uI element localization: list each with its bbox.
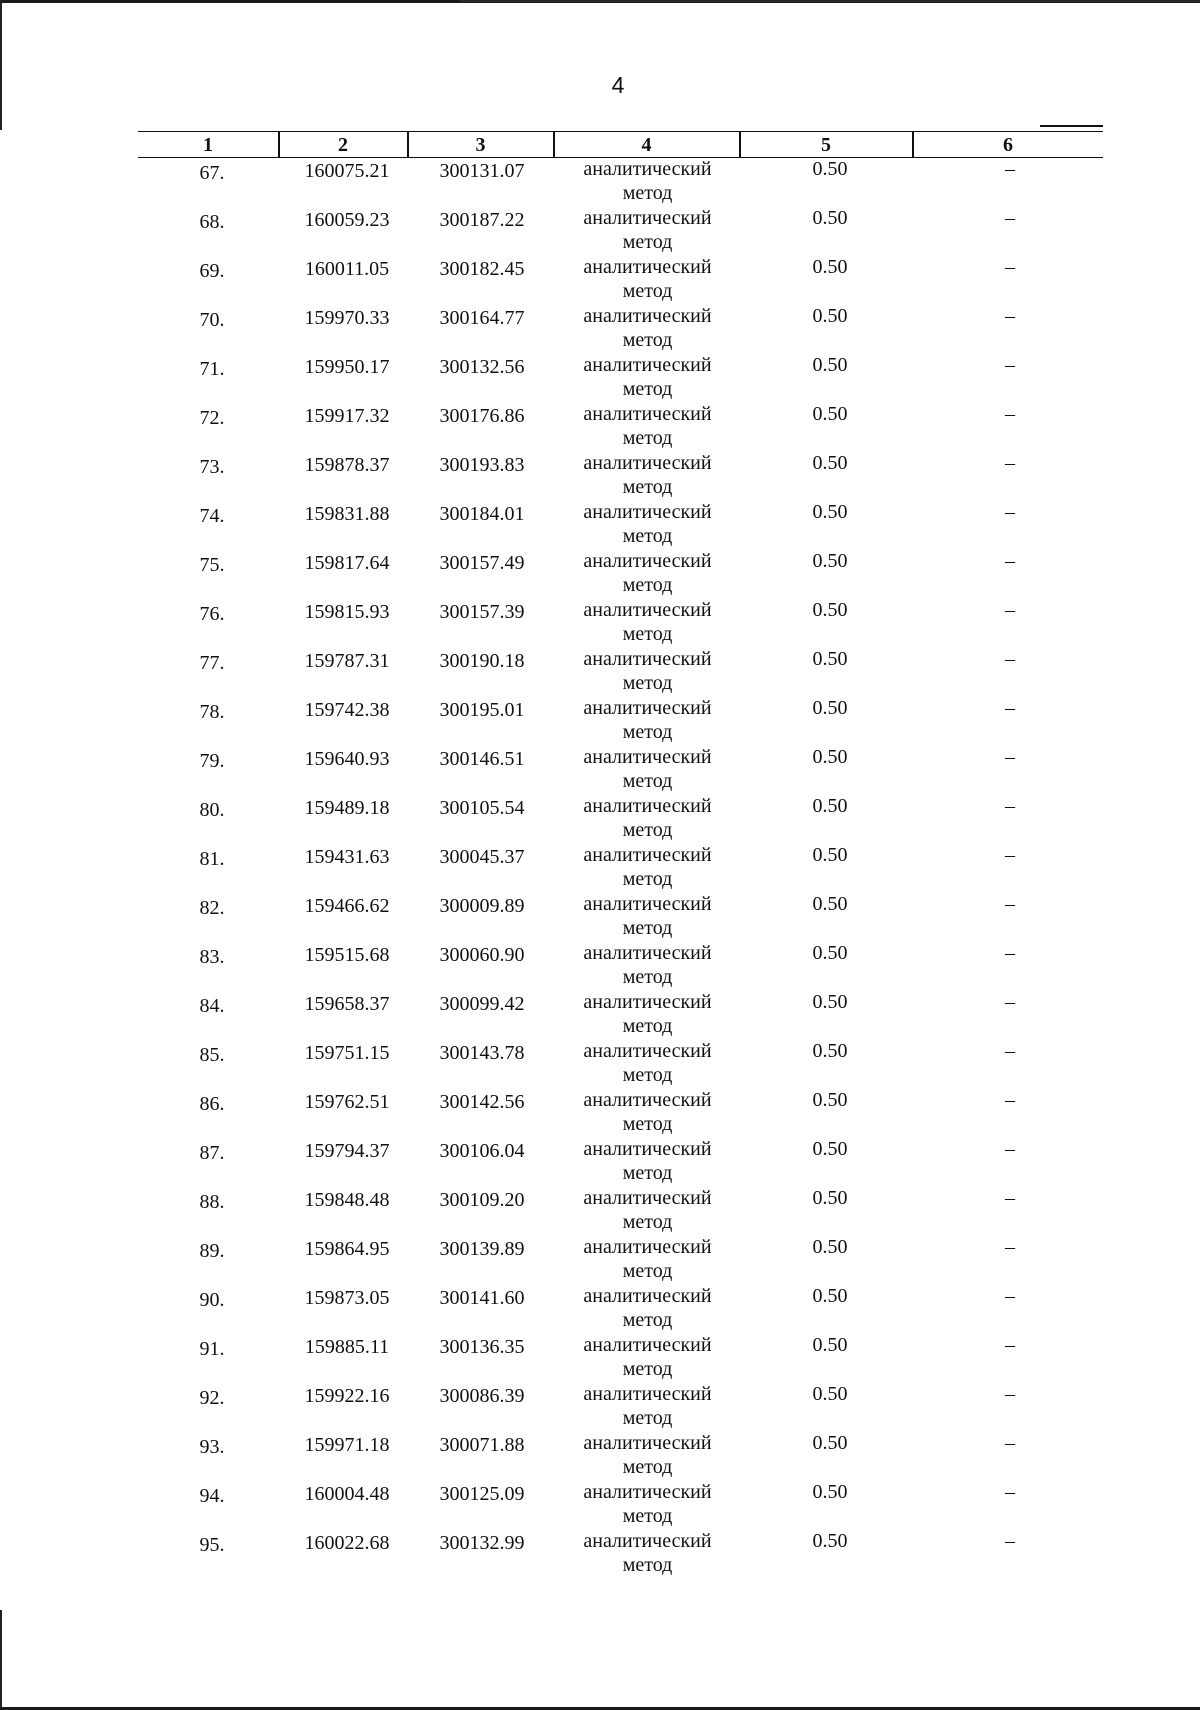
coordinate-x: 159751.15	[304, 1042, 390, 1064]
page-number: 4	[611, 72, 625, 98]
method	[560, 1529, 735, 1577]
method	[560, 255, 735, 303]
table-row	[0, 1235, 1200, 1284]
error-value: 0.50	[812, 158, 848, 180]
method-line-1: аналитический	[583, 354, 712, 376]
method-line-2: метод	[622, 378, 673, 400]
error-value: 0.50	[812, 452, 848, 474]
table-row	[0, 1284, 1200, 1333]
coordinate-y: 300195.01	[439, 699, 525, 721]
method-line-2: метод	[622, 623, 673, 645]
error-value: 0.50	[812, 1285, 848, 1307]
method-line-2: метод	[622, 280, 673, 302]
table-row	[0, 549, 1200, 598]
error-value: 0.50	[812, 550, 848, 572]
row-number: 94.	[199, 1485, 225, 1507]
note-dash: –	[1005, 1481, 1015, 1503]
row-number: 85.	[199, 1044, 225, 1066]
coordinate-x: 160075.21	[304, 160, 390, 182]
error-value: 0.50	[812, 354, 848, 376]
scan-edge-left	[0, 0, 2, 130]
method-line-2: метод	[622, 1309, 673, 1331]
coordinate-y: 300060.90	[439, 944, 525, 966]
error-value: 0.50	[812, 599, 848, 621]
table-row	[0, 304, 1200, 353]
note-dash: –	[1005, 844, 1015, 866]
coordinate-x: 159971.18	[304, 1434, 390, 1456]
error-value: 0.50	[812, 1236, 848, 1258]
row-number: 89.	[199, 1240, 225, 1262]
method	[560, 549, 735, 597]
method-line-2: метод	[622, 868, 673, 890]
table-row	[0, 206, 1200, 255]
note-dash: –	[1005, 1432, 1015, 1454]
table-row	[0, 1088, 1200, 1137]
method-line-2: метод	[622, 1015, 673, 1037]
error-value: 0.50	[812, 844, 848, 866]
coordinate-x: 159950.17	[304, 356, 390, 378]
note-dash: –	[1005, 795, 1015, 817]
scan-edge-top-right	[460, 0, 1200, 2]
header-rule-extension	[1040, 125, 1103, 127]
error-value: 0.50	[812, 305, 848, 327]
coordinate-y: 300125.09	[439, 1483, 525, 1505]
method-line-2: метод	[622, 1407, 673, 1429]
table-row	[0, 157, 1200, 206]
coordinate-y: 300106.04	[439, 1140, 525, 1162]
row-number: 87.	[199, 1142, 225, 1164]
row-number: 88.	[199, 1191, 225, 1213]
method-line-2: метод	[622, 427, 673, 449]
method-line-1: аналитический	[583, 1040, 712, 1062]
coordinate-x: 159794.37	[304, 1140, 390, 1162]
method	[560, 1284, 735, 1332]
note-dash: –	[1005, 1285, 1015, 1307]
method-line-2: метод	[622, 1064, 673, 1086]
column-header-2: 2	[338, 134, 348, 156]
method-line-2: метод	[622, 1505, 673, 1527]
coordinate-x: 159970.33	[304, 307, 390, 329]
table-row	[0, 990, 1200, 1039]
error-value: 0.50	[812, 207, 848, 229]
coordinate-y: 300132.99	[439, 1532, 525, 1554]
note-dash: –	[1005, 746, 1015, 768]
method	[560, 1480, 735, 1528]
method-line-1: аналитический	[583, 1432, 712, 1454]
error-value: 0.50	[812, 403, 848, 425]
note-dash: –	[1005, 893, 1015, 915]
coordinate-x: 159885.11	[304, 1336, 390, 1358]
method-line-1: аналитический	[583, 1481, 712, 1503]
row-number: 90.	[199, 1289, 225, 1311]
method-line-2: метод	[622, 574, 673, 596]
method-line-1: аналитический	[583, 1334, 712, 1356]
coordinate-y: 300193.83	[439, 454, 525, 476]
column-header-1: 1	[203, 134, 213, 156]
coordinate-y: 300009.89	[439, 895, 525, 917]
method-line-2: метод	[622, 182, 673, 204]
column-header-5: 5	[821, 134, 831, 156]
row-number: 74.	[199, 505, 225, 527]
note-dash: –	[1005, 648, 1015, 670]
method-line-2: метод	[622, 525, 673, 547]
coordinate-x: 159742.38	[304, 699, 390, 721]
error-value: 0.50	[812, 256, 848, 278]
method-line-2: метод	[622, 721, 673, 743]
method-line-2: метод	[622, 672, 673, 694]
table-row	[0, 941, 1200, 990]
method	[560, 696, 735, 744]
table-row	[0, 402, 1200, 451]
method-line-1: аналитический	[583, 599, 712, 621]
coordinate-y: 300139.89	[439, 1238, 525, 1260]
row-number: 81.	[199, 848, 225, 870]
column-header-6: 6	[1003, 134, 1013, 156]
coordinate-x: 159922.16	[304, 1385, 390, 1407]
method	[560, 941, 735, 989]
note-dash: –	[1005, 403, 1015, 425]
method-line-1: аналитический	[583, 1236, 712, 1258]
coordinate-x: 160004.48	[304, 1483, 390, 1505]
coordinate-y: 300045.37	[439, 846, 525, 868]
note-dash: –	[1005, 354, 1015, 376]
method	[560, 1039, 735, 1087]
coordinate-x: 160022.68	[304, 1532, 390, 1554]
coordinate-y: 300071.88	[439, 1434, 525, 1456]
coordinate-y: 300109.20	[439, 1189, 525, 1211]
error-value: 0.50	[812, 1432, 848, 1454]
row-number: 79.	[199, 750, 225, 772]
error-value: 0.50	[812, 746, 848, 768]
coordinate-x: 160011.05	[304, 258, 390, 280]
row-number: 91.	[199, 1338, 225, 1360]
note-dash: –	[1005, 1236, 1015, 1258]
note-dash: –	[1005, 1334, 1015, 1356]
note-dash: –	[1005, 550, 1015, 572]
note-dash: –	[1005, 256, 1015, 278]
table-row	[0, 892, 1200, 941]
method-line-1: аналитический	[583, 305, 712, 327]
note-dash: –	[1005, 452, 1015, 474]
table-row	[0, 647, 1200, 696]
coordinate-y: 300136.35	[439, 1336, 525, 1358]
error-value: 0.50	[812, 501, 848, 523]
coordinate-y: 300164.77	[439, 307, 525, 329]
method	[560, 1088, 735, 1136]
method-line-2: метод	[622, 476, 673, 498]
coordinate-x: 159848.48	[304, 1189, 390, 1211]
row-number: 72.	[199, 407, 225, 429]
method	[560, 402, 735, 450]
method-line-1: аналитический	[583, 844, 712, 866]
method-line-2: метод	[622, 1260, 673, 1282]
method	[560, 843, 735, 891]
method-line-1: аналитический	[583, 1138, 712, 1160]
note-dash: –	[1005, 697, 1015, 719]
table-row	[0, 598, 1200, 647]
coordinate-y: 300184.01	[439, 503, 525, 525]
method-line-1: аналитический	[583, 1530, 712, 1552]
method-line-2: метод	[622, 1358, 673, 1380]
error-value: 0.50	[812, 1040, 848, 1062]
table-row	[0, 255, 1200, 304]
method-line-1: аналитический	[583, 1187, 712, 1209]
table-row	[0, 1186, 1200, 1235]
method	[560, 1333, 735, 1381]
note-dash: –	[1005, 1040, 1015, 1062]
coordinate-x: 159640.93	[304, 748, 390, 770]
error-value: 0.50	[812, 1334, 848, 1356]
row-number: 77.	[199, 652, 225, 674]
method-line-2: метод	[622, 917, 673, 939]
row-number: 71.	[199, 358, 225, 380]
note-dash: –	[1005, 158, 1015, 180]
row-number: 67.	[199, 162, 225, 184]
method-line-2: метод	[622, 1456, 673, 1478]
coordinate-y: 300182.45	[439, 258, 525, 280]
coordinate-x: 159515.68	[304, 944, 390, 966]
row-number: 70.	[199, 309, 225, 331]
coordinate-y: 300105.54	[439, 797, 525, 819]
coordinate-y: 300176.86	[439, 405, 525, 427]
method-line-1: аналитический	[583, 452, 712, 474]
method-line-1: аналитический	[583, 550, 712, 572]
method-line-2: метод	[622, 770, 673, 792]
method	[560, 353, 735, 401]
method	[560, 1186, 735, 1234]
method-line-1: аналитический	[583, 207, 712, 229]
note-dash: –	[1005, 1138, 1015, 1160]
method-line-2: метод	[622, 1554, 673, 1576]
method-line-2: метод	[622, 231, 673, 253]
coordinate-y: 300187.22	[439, 209, 525, 231]
row-number: 80.	[199, 799, 225, 821]
error-value: 0.50	[812, 1530, 848, 1552]
coordinate-x: 159831.88	[304, 503, 390, 525]
method	[560, 990, 735, 1038]
coordinate-x: 159787.31	[304, 650, 390, 672]
method-line-2: метод	[622, 1113, 673, 1135]
method-line-1: аналитический	[583, 1383, 712, 1405]
method	[560, 745, 735, 793]
coordinate-x: 159873.05	[304, 1287, 390, 1309]
method	[560, 1431, 735, 1479]
row-number: 84.	[199, 995, 225, 1017]
table-header	[138, 131, 1103, 158]
coordinate-y: 300131.07	[439, 160, 525, 182]
method	[560, 598, 735, 646]
table-row	[0, 794, 1200, 843]
method-line-1: аналитический	[583, 746, 712, 768]
method-line-1: аналитический	[583, 991, 712, 1013]
coordinate-y: 300142.56	[439, 1091, 525, 1113]
coordinate-y: 300146.51	[439, 748, 525, 770]
table-row	[0, 500, 1200, 549]
method-line-1: аналитический	[583, 501, 712, 523]
note-dash: –	[1005, 599, 1015, 621]
method	[560, 1382, 735, 1430]
row-number: 82.	[199, 897, 225, 919]
coordinate-y: 300190.18	[439, 650, 525, 672]
method-line-2: метод	[622, 1162, 673, 1184]
method	[560, 500, 735, 548]
note-dash: –	[1005, 991, 1015, 1013]
note-dash: –	[1005, 1187, 1015, 1209]
column-header-4: 4	[641, 134, 652, 156]
column-header-3: 3	[475, 134, 486, 156]
method-line-2: метод	[622, 1211, 673, 1233]
method-line-1: аналитический	[583, 648, 712, 670]
note-dash: –	[1005, 1089, 1015, 1111]
method-line-1: аналитический	[583, 1089, 712, 1111]
method-line-1: аналитический	[583, 256, 712, 278]
method	[560, 1137, 735, 1185]
row-number: 93.	[199, 1436, 225, 1458]
coordinate-y: 300157.39	[439, 601, 525, 623]
error-value: 0.50	[812, 1089, 848, 1111]
coordinate-y: 300132.56	[439, 356, 525, 378]
table-row	[0, 745, 1200, 794]
method-line-1: аналитический	[583, 893, 712, 915]
table-row	[0, 1431, 1200, 1480]
table-row	[0, 1039, 1200, 1088]
method-line-1: аналитический	[583, 1285, 712, 1307]
coordinate-x: 159815.93	[304, 601, 390, 623]
row-number: 95.	[199, 1534, 225, 1556]
error-value: 0.50	[812, 795, 848, 817]
note-dash: –	[1005, 305, 1015, 327]
method	[560, 1235, 735, 1283]
note-dash: –	[1005, 1383, 1015, 1405]
coordinate-x: 159878.37	[304, 454, 390, 476]
error-value: 0.50	[812, 942, 848, 964]
error-value: 0.50	[812, 1481, 848, 1503]
error-value: 0.50	[812, 648, 848, 670]
method-line-2: метод	[622, 329, 673, 351]
note-dash: –	[1005, 501, 1015, 523]
row-number: 73.	[199, 456, 225, 478]
method	[560, 647, 735, 695]
error-value: 0.50	[812, 893, 848, 915]
method	[560, 304, 735, 352]
coordinate-y: 300086.39	[439, 1385, 525, 1407]
scan-edge-left-bottom	[0, 1610, 2, 1710]
coordinate-x: 159431.63	[304, 846, 390, 868]
method-line-2: метод	[622, 966, 673, 988]
method-line-1: аналитический	[583, 942, 712, 964]
table-row	[0, 1529, 1200, 1578]
coordinate-y: 300143.78	[439, 1042, 525, 1064]
coordinate-x: 159817.64	[304, 552, 390, 574]
method-line-1: аналитический	[583, 795, 712, 817]
row-number: 86.	[199, 1093, 225, 1115]
table-row	[0, 696, 1200, 745]
row-number: 78.	[199, 701, 225, 723]
method	[560, 451, 735, 499]
table-row	[0, 353, 1200, 402]
method-line-1: аналитический	[583, 403, 712, 425]
row-number: 76.	[199, 603, 225, 625]
row-number: 68.	[199, 211, 225, 233]
error-value: 0.50	[812, 1138, 848, 1160]
row-number: 92.	[199, 1387, 225, 1409]
coordinate-x: 159917.32	[304, 405, 390, 427]
coordinate-x: 160059.23	[304, 209, 390, 231]
error-value: 0.50	[812, 1187, 848, 1209]
coordinate-x: 159864.95	[304, 1238, 390, 1260]
error-value: 0.50	[812, 1383, 848, 1405]
method	[560, 794, 735, 842]
table-row	[0, 1480, 1200, 1529]
coordinate-y: 300141.60	[439, 1287, 525, 1309]
method-line-1: аналитический	[583, 158, 712, 180]
table-row	[0, 1137, 1200, 1186]
row-number: 69.	[199, 260, 225, 282]
coordinate-x: 159466.62	[304, 895, 390, 917]
note-dash: –	[1005, 1530, 1015, 1552]
note-dash: –	[1005, 942, 1015, 964]
table-row	[0, 843, 1200, 892]
method	[560, 157, 735, 205]
coordinate-y: 300099.42	[439, 993, 525, 1015]
method-line-1: аналитический	[583, 697, 712, 719]
error-value: 0.50	[812, 991, 848, 1013]
coordinate-x: 159762.51	[304, 1091, 390, 1113]
table-row	[0, 1333, 1200, 1382]
coordinate-x: 159489.18	[304, 797, 390, 819]
error-value: 0.50	[812, 697, 848, 719]
row-number: 83.	[199, 946, 225, 968]
coordinate-y: 300157.49	[439, 552, 525, 574]
coordinate-x: 159658.37	[304, 993, 390, 1015]
method	[560, 206, 735, 254]
table-row	[0, 1382, 1200, 1431]
row-number: 75.	[199, 554, 225, 576]
method-line-2: метод	[622, 819, 673, 841]
table-row	[0, 451, 1200, 500]
note-dash: –	[1005, 207, 1015, 229]
method	[560, 892, 735, 940]
